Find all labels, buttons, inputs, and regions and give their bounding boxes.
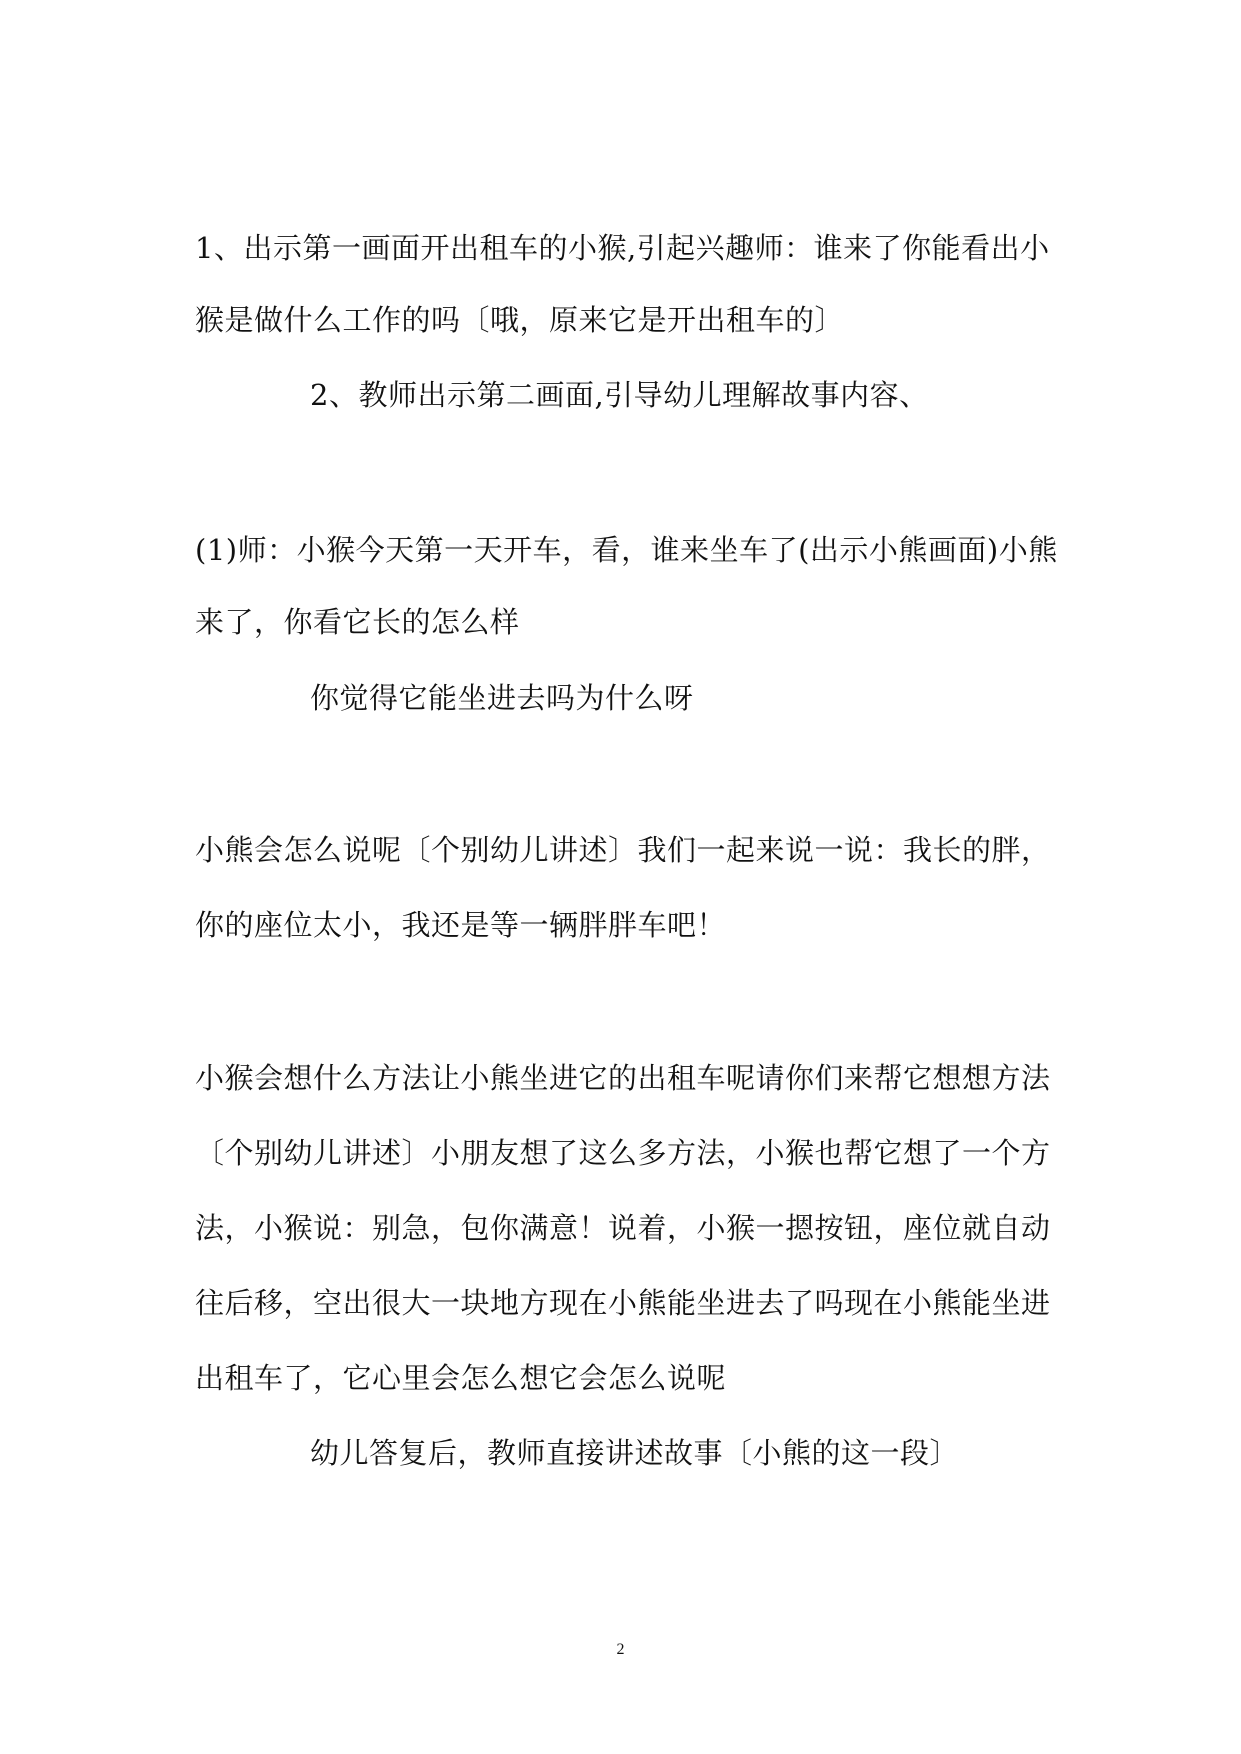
text-line-3: 2、教师出示第二画面,引导幼儿理解故事内容、: [310, 378, 929, 412]
text-line-2: 猴是做什么工作的吗〔哦，原来它是开出租车的〕: [195, 303, 845, 337]
text-line-6: 你觉得它能坐进去吗为什么呀: [310, 681, 694, 715]
page-number: 2: [616, 1641, 625, 1658]
text-line-13: 出租车了，它心里会怎么想它会怎么说呢: [195, 1361, 727, 1395]
text-line-10: 〔个别幼儿讲述〕小朋友想了这么多方法，小猴也帮它想了一个方: [195, 1136, 1051, 1170]
text-line-12: 往后移，空出很大一块地方现在小熊能坐进去了吗现在小熊能坐进: [195, 1286, 1051, 1320]
text-line-9: 小猴会想什么方法让小熊坐进它的出租车呢请你们来帮它想想方法: [195, 1061, 1051, 1095]
text-line-5: 来了，你看它长的怎么样: [195, 605, 520, 639]
text-line-8: 你的座位太小，我还是等一辆胖胖车吧！: [195, 908, 727, 942]
text-line-14: 幼儿答复后，教师直接讲述故事〔小熊的这一段〕: [310, 1436, 960, 1470]
text-line-4: (1)师：小猴今天第一天开车，看，谁来坐车了(出示小熊画面)小熊: [195, 533, 1058, 567]
text-line-11: 法，小猴说：别急，包你满意！说着，小猴一摁按钮，座位就自动: [195, 1211, 1051, 1245]
text-line-1: 1、出示第一画面开出租车的小猴,引起兴趣师：谁来了你能看出小: [195, 231, 1050, 265]
text-line-7: 小熊会怎么说呢〔个别幼儿讲述〕我们一起来说一说：我长的胖，: [195, 833, 1051, 867]
